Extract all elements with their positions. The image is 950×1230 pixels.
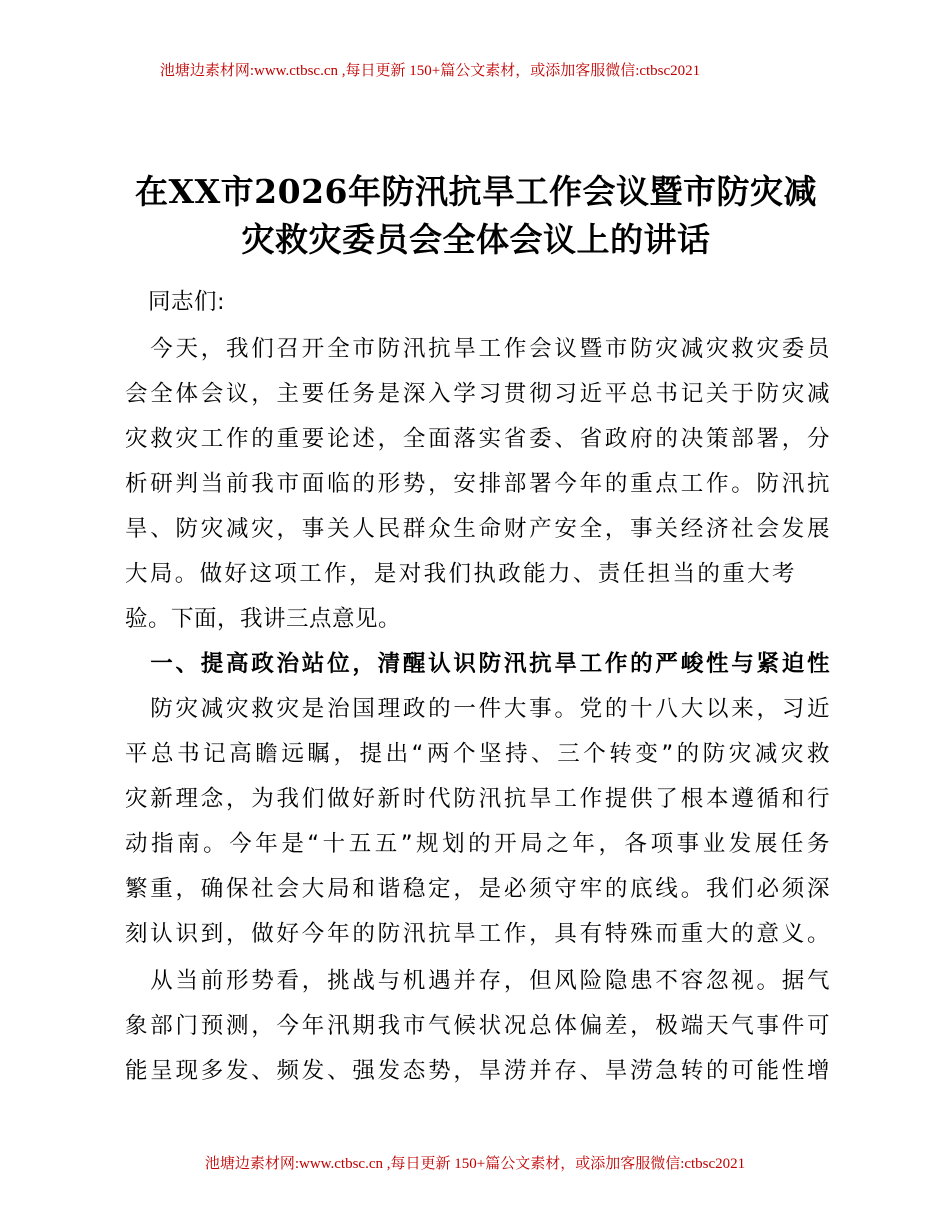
- body-line: 灾救灾工作的重要论述，全面落实省委、省政府的决策部署，分: [125, 426, 830, 452]
- title-line-1: 在XX市2026年防汛抗旱工作会议暨市防灾减: [134, 172, 818, 211]
- body-line: 能呈现多发、频发、强发态势，旱涝并存、旱涝急转的可能性增: [125, 1058, 830, 1084]
- salutation: 同志们:: [125, 289, 226, 315]
- body-line: 验。下面，我讲三点意见。: [125, 606, 402, 632]
- body-line: 旱、防灾减灾，事关人民群众生命财产安全，事关经济社会发展: [125, 516, 830, 542]
- section-heading: 一、提高政治站位，清醒认识防汛抗旱工作的严峻性与紧迫性: [125, 651, 830, 677]
- title-line-2: 灾救灾委员会全体会议上的讲话: [241, 220, 711, 259]
- body-line: 平总书记高瞻远瞩，提出“两个坚持、三个转变”的防灾减灾救: [125, 741, 830, 767]
- body-line: 从当前形势看，挑战与机遇并存，但风险隐患不容忽视。据气: [125, 968, 830, 994]
- document-title: [118, 168, 834, 264]
- body-line: 刻认识到，做好今年的防汛抗旱工作，具有特殊而重大的意义。: [125, 921, 830, 947]
- body-line: 灾新理念，为我们做好新时代防汛抗旱工作提供了根本遵循和行: [125, 786, 830, 812]
- body-line: 象部门预测，今年汛期我市气候状况总体偏差，极端天气事件可: [125, 1013, 830, 1039]
- body-line: 析研判当前我市面临的形势，安排部署今年的重点工作。防汛抗: [125, 471, 830, 497]
- body-line: 今天，我们召开全市防汛抗旱工作会议暨市防灾减灾救灾委员: [125, 336, 830, 362]
- body-line: 大局。做好这项工作，是对我们执政能力、责任担当的重大考: [125, 561, 795, 587]
- body-line: 防灾减灾救灾是治国理政的一件大事。党的十八大以来，习近: [125, 696, 830, 722]
- footer-watermark-banner: 池塘边素材网:www.ctbsc.cn ,每日更新 150+篇公文素材，或添加客服微信:ctbsc2021: [204, 1156, 746, 1172]
- body-line: 动指南。今年是“十五五”规划的开局之年，各项事业发展任务: [125, 831, 830, 857]
- body-line: 繁重，确保社会大局和谐稳定，是必须守牢的底线。我们必须深: [125, 876, 830, 902]
- header-watermark-banner: 池塘边素材网:www.ctbsc.cn ,每日更新 150+篇公文素材，或添加客服微信:ctbsc2021: [159, 63, 701, 79]
- body-line: 会全体会议，主要任务是深入学习贯彻习近平总书记关于防灾减: [125, 381, 830, 407]
